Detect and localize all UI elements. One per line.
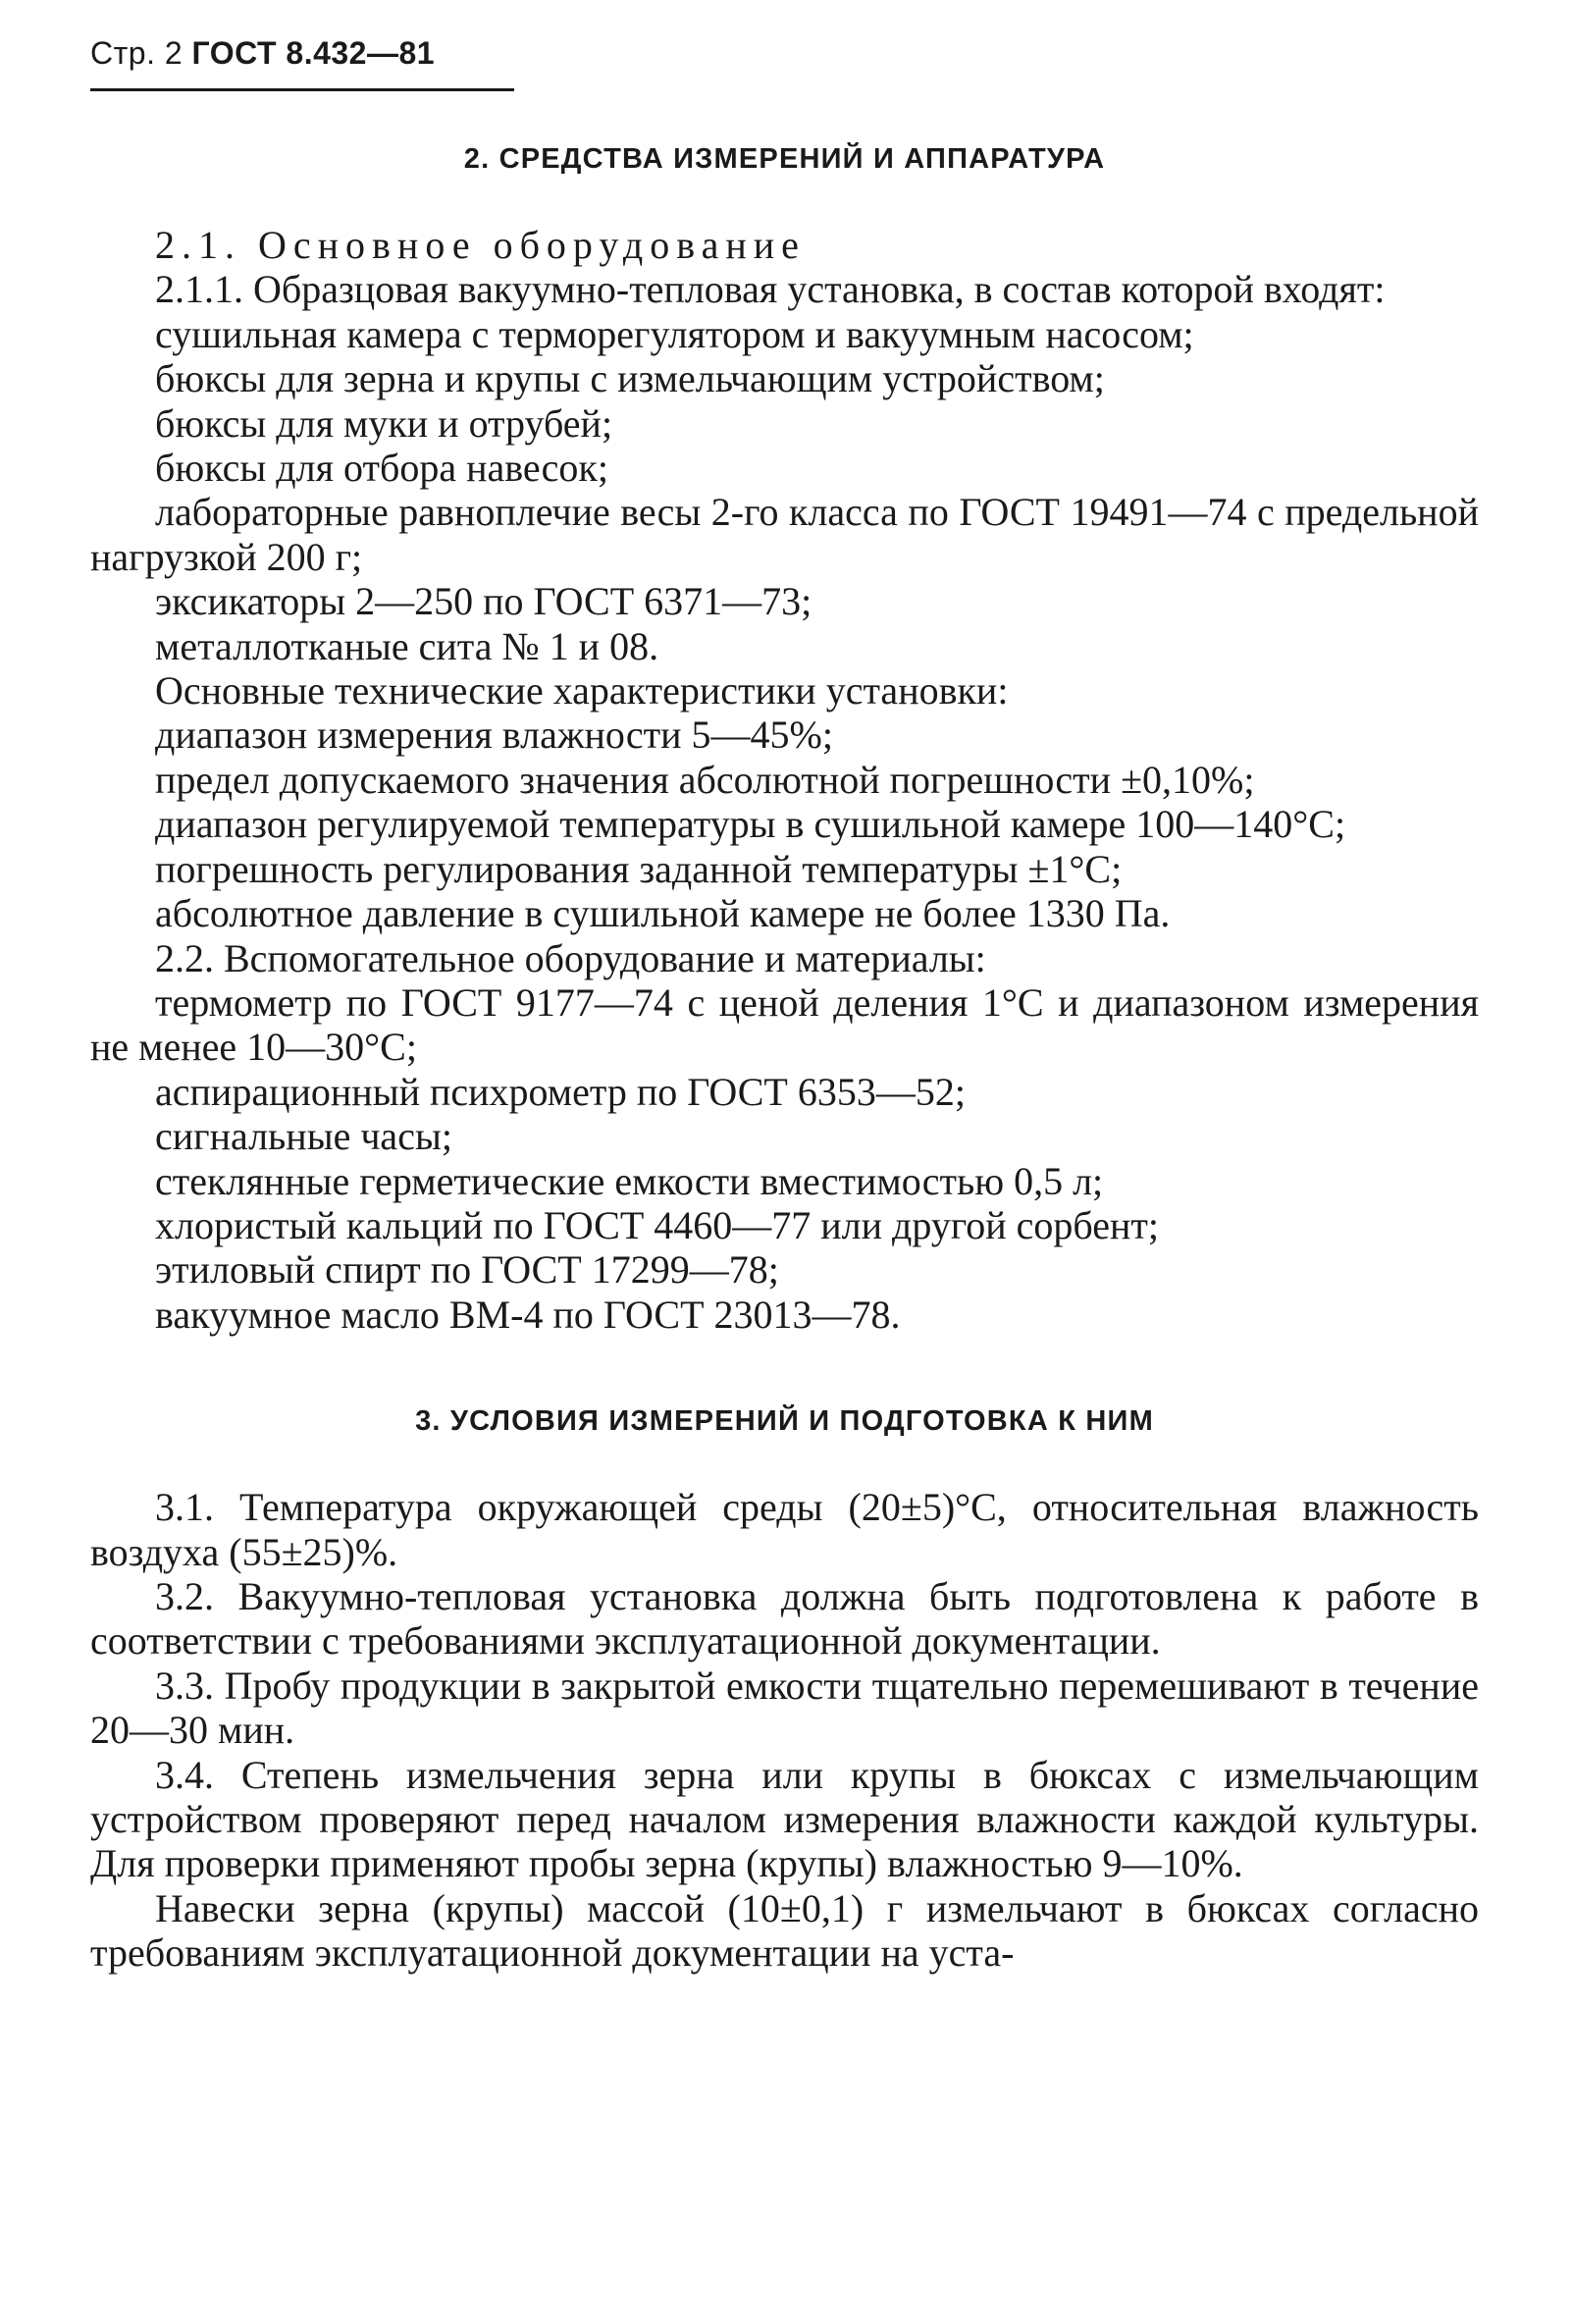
list-item: сигнальные часы; bbox=[155, 1114, 452, 1159]
list-item: лабораторные равноплечие весы 2-го класса по ГОСТ 19491—74 с предельной нагрузкой 200 г; bbox=[90, 490, 1479, 579]
paragraph-3-4-continued: Навески зерна (крупы) массой (10±0,1) г измельчают в бюксах согласно требованиям эксплуатационной документации на уста- bbox=[90, 1885, 1479, 1976]
list-item: этиловый спирт по ГОСТ 17299—78; bbox=[155, 1247, 779, 1293]
list-item: бюксы для зерна и крупы с измельчающим устройством; bbox=[155, 356, 1105, 401]
paragraph-2-2: 2.2. Вспомогательное оборудование и материалы: bbox=[155, 935, 986, 980]
auxiliary-list bbox=[90, 980, 1479, 1337]
standard-number: ГОСТ 8.432—81 bbox=[191, 35, 436, 71]
list-item: диапазон регулируемой температуры в сушильной камере 100—140°С; bbox=[155, 802, 1346, 847]
paragraph-2-1: 2.1. Основное оборудование bbox=[155, 223, 806, 267]
list-item: бюксы для отбора навесок; bbox=[155, 446, 608, 491]
list-item: аспирационный психрометр по ГОСТ 6353—52; bbox=[155, 1069, 966, 1114]
paragraph-2-1-1: 2.1.1. Образцовая вакуумно-тепловая установка, в состав которой входят: bbox=[155, 267, 1386, 312]
list-item: вакуумное масло ВМ-4 по ГОСТ 23013—78. bbox=[155, 1292, 901, 1337]
section-3-title: 3. УСЛОВИЯ ИЗМЕРЕНИЙ И ПОДГОТОВКА К НИМ bbox=[415, 1405, 1154, 1438]
list-item: предел допускаемого значения абсолютной погрешности ±0,10%; bbox=[155, 757, 1255, 802]
list-item: абсолютное давление в сушильной камере не более 1330 Па. bbox=[155, 891, 1171, 936]
page-body bbox=[90, 137, 1479, 1976]
list-item: диапазон измерения влажности 5—45%; bbox=[155, 713, 833, 758]
characteristics-list bbox=[90, 713, 1479, 935]
paragraph-3-3: 3.3. Пробу продукции в закрытой емкости тщательно перемешивают в течение 20—30 мин. bbox=[90, 1663, 1479, 1753]
section-2-title: 2. СРЕДСТВА ИЗМЕРЕНИЙ И АППАРАТУРА bbox=[463, 143, 1106, 175]
paragraph-3-2: 3.2. Вакуумно-тепловая установка должна быть подготовлена к работе в соответствии с требованиями эксплуатационной документации. bbox=[90, 1573, 1479, 1664]
list-item: эксикаторы 2—250 по ГОСТ 6371—73; bbox=[155, 579, 812, 624]
equipment-list bbox=[90, 312, 1479, 668]
list-item: металлотканые сита № 1 и 08. bbox=[155, 623, 659, 668]
paragraph-3-4: 3.4. Степень измельчения зерна или крупы в бюксах с измельчающим устройством проверяют перед началом измерения влажности каждой культуры. Для проверки применяют пробы зерна (крупы) влажностью 9—10%. bbox=[90, 1752, 1479, 1886]
list-item: хлористый кальций по ГОСТ 4460—77 или другой сорбент; bbox=[155, 1202, 1160, 1247]
paragraph-3-1: 3.1. Температура окружающей среды (20±5)°С, относительная влажность воздуха (55±25)%. bbox=[90, 1485, 1479, 1574]
list-item: сушильная камера с терморегулятором и вакуумным насосом; bbox=[155, 311, 1194, 356]
list-item: погрешность регулирования заданной температуры ±1°С; bbox=[155, 846, 1123, 891]
characteristics-heading: Основные технические характеристики установки: bbox=[155, 668, 1009, 713]
list-item: термометр по ГОСТ 9177—74 с ценой деления 1°С и диапазоном измерения не менее 10—30°С; bbox=[90, 979, 1479, 1070]
page-header bbox=[90, 35, 435, 72]
list-item: бюксы для муки и отрубей; bbox=[155, 400, 613, 446]
list-item: стеклянные герметические емкости вместимостью 0,5 л; bbox=[155, 1158, 1104, 1203]
header-rule bbox=[90, 88, 514, 91]
page-number: Стр. 2 bbox=[90, 35, 183, 71]
